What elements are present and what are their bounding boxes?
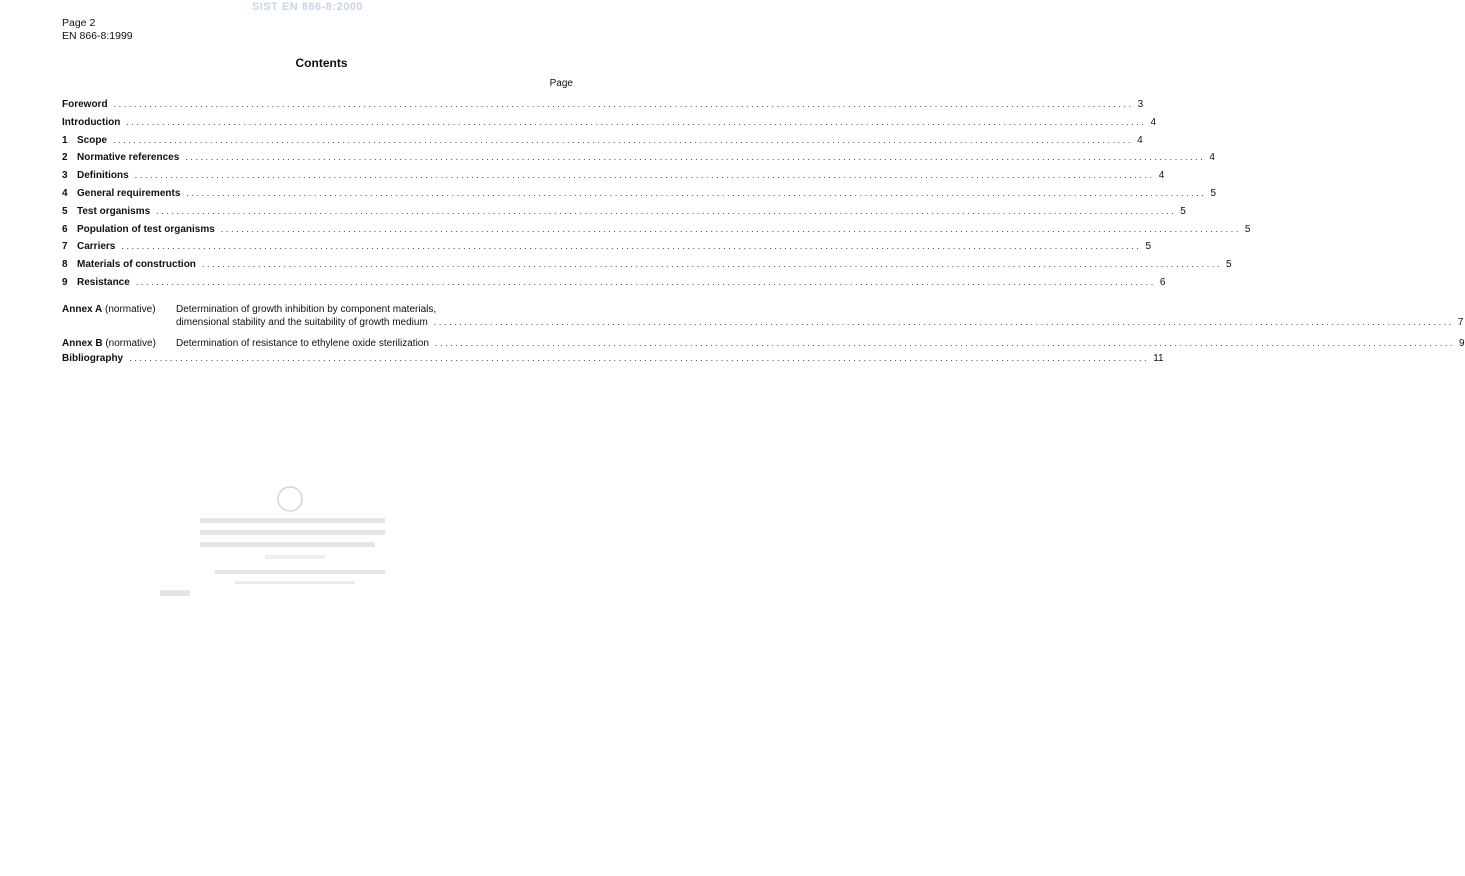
toc-label: Scope	[77, 134, 108, 146]
leader-dots: ........................................................................................................................................................................................................	[220, 223, 1241, 234]
annex-page: 9	[1459, 338, 1465, 349]
toc-entry[interactable]	[62, 187, 1217, 206]
toc-number: 1	[62, 134, 68, 146]
toc-label: Carriers	[77, 241, 116, 253]
page-number: Page 2	[62, 17, 96, 29]
toc-entry[interactable]	[62, 134, 1143, 153]
toc-number: 3	[62, 170, 68, 182]
toc-number: 9	[62, 276, 68, 288]
toc-number: 8	[62, 259, 68, 271]
toc-page: 3	[1137, 99, 1144, 110]
watermark: SIST EN 866-8:2000	[251, 1, 364, 13]
toc-page: 5	[1210, 187, 1217, 199]
toc-entry[interactable]	[62, 241, 1152, 259]
standard-number: EN 866-8:1999	[62, 30, 133, 42]
leader-dots: ........................................................................................................................................................................................................	[186, 187, 1207, 198]
toc-page: 5	[1145, 241, 1152, 253]
bibliography-entry[interactable]	[62, 353, 1164, 371]
leader-dots: ........................................................................................................................................................................................................	[134, 170, 1155, 181]
toc-page: 4	[1137, 134, 1143, 146]
leader-dots: ........................................................................................................................................................................................................	[129, 353, 1150, 363]
toc-page: 4	[1158, 170, 1165, 182]
annex-description-line2: dimensional stability and the suitability of growth medium	[176, 317, 428, 328]
toc-label: General requirements	[77, 187, 181, 199]
toc-page: 4	[1209, 152, 1215, 164]
toc-label: Definitions	[77, 170, 129, 182]
table-of-contents	[62, 99, 1251, 295]
toc-label: Foreword	[62, 99, 108, 110]
leader-dots: ........................................................................................................................................................................................................	[201, 259, 1223, 270]
toc-entry[interactable]	[62, 99, 1144, 117]
toc-number: 7	[62, 241, 68, 253]
toc-page: 5	[1226, 259, 1232, 271]
toc-number: 4	[62, 187, 68, 199]
toc-entry[interactable]	[62, 205, 1186, 224]
annex-name: Annex A	[62, 304, 103, 315]
leader-dots: ........................................................................................................................................................................................................	[135, 276, 1156, 287]
toc-label: Normative references	[77, 152, 180, 164]
leader-dots: ........................................................................................................................................................................................................	[113, 134, 1134, 145]
toc-label: Resistance	[77, 276, 130, 288]
annex-type: (normative)	[104, 304, 156, 315]
faded-stamp-seal	[195, 485, 395, 605]
toc-number: 2	[62, 152, 68, 164]
toc-entry[interactable]	[62, 152, 1215, 170]
toc-page: 6	[1159, 276, 1166, 288]
toc-label: Test organisms	[77, 205, 151, 217]
leader-dots: ........................................................................................................................................................................................................	[156, 205, 1177, 216]
annex-page: 7	[1457, 317, 1464, 328]
page-title: Contents	[295, 56, 348, 70]
page-column-label: Page	[549, 78, 573, 89]
toc-entry[interactable]	[62, 170, 1165, 188]
annex-description-line1: Determination of resistance to ethylene oxide sterilization	[176, 338, 429, 349]
toc-number: 6	[62, 223, 68, 235]
annex-type: (normative)	[105, 338, 156, 349]
toc-entry[interactable]	[62, 276, 1166, 295]
toc-page: 4	[1150, 116, 1156, 128]
toc-entry[interactable]	[62, 223, 1251, 242]
leader-dots: ........................................................................................................................................................................................................	[121, 241, 1142, 252]
annex-description-line1: Determination of growth inhibition by component materials,	[176, 304, 437, 315]
toc-entry[interactable]	[62, 259, 1232, 277]
bibliography-page: 11	[1153, 353, 1164, 364]
toc-number: 5	[62, 205, 68, 217]
toc-page: 5	[1244, 223, 1251, 235]
leader-dots: ........................................................................................................................................................................................................	[126, 116, 1147, 127]
toc-entry[interactable]	[62, 116, 1156, 135]
bibliography-label: Bibliography	[62, 353, 124, 364]
leader-dots: ........................................................................................................................................................................................................	[433, 317, 1454, 327]
toc-label: Materials of construction	[77, 259, 196, 271]
toc-page: 5	[1180, 205, 1186, 217]
toc-label: Introduction	[62, 116, 121, 128]
toc-label: Population of test organisms	[77, 223, 215, 235]
page-header	[62, 17, 133, 43]
leader-dots: ........................................................................................................................................................................................................	[113, 99, 1134, 109]
leader-dots: ........................................................................................................................................................................................................	[434, 338, 1456, 348]
leader-dots: ........................................................................................................................................................................................................	[185, 152, 1206, 163]
annex-name: Annex B	[62, 338, 103, 349]
